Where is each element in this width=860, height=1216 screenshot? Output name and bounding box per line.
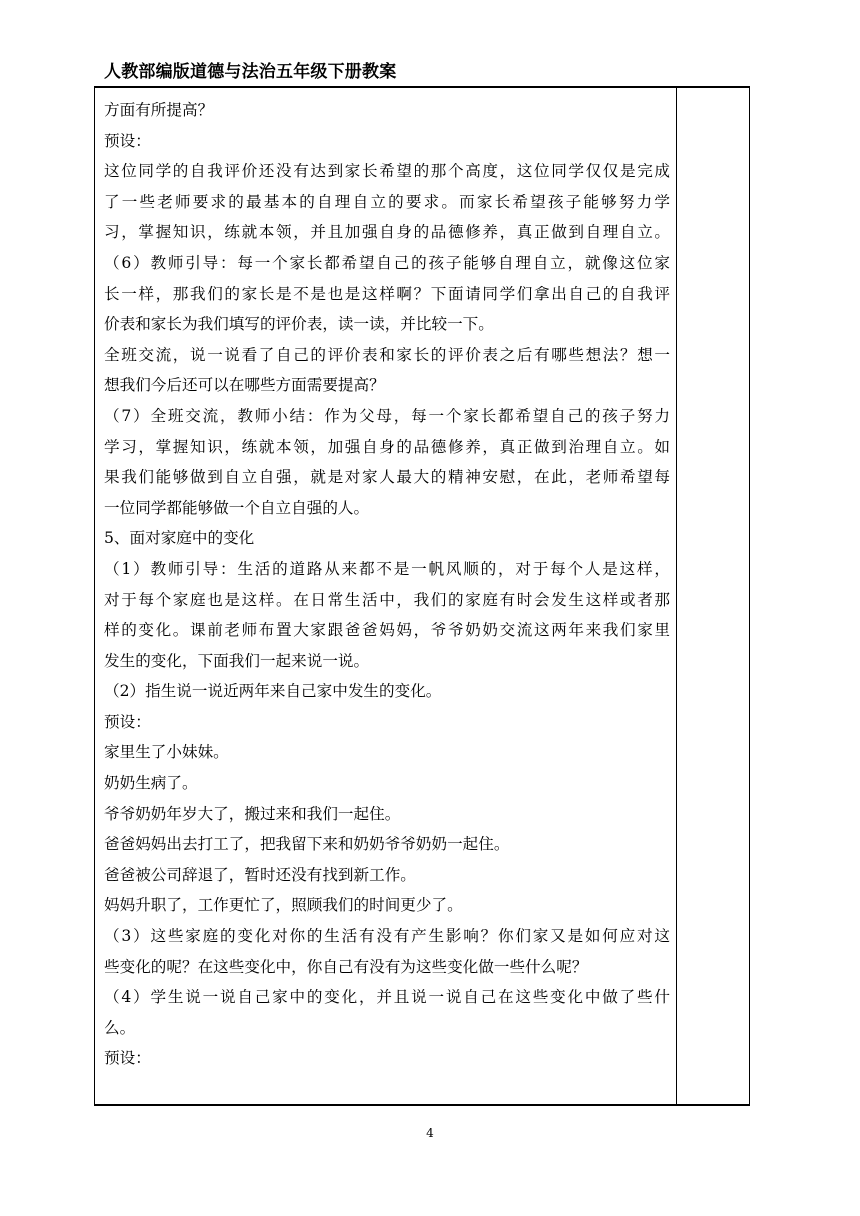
text-line: 发生的变化，下面我们一起来说一说。	[104, 651, 370, 670]
text-line: （7）全班交流，教师小结：作为父母，每一个家长都希望自己的孩子努力	[104, 406, 670, 425]
text-line: 样的变化。课前老师布置大家跟爸爸妈妈，爷爷奶奶交流这两年来我们家里	[104, 621, 670, 640]
text-line: 爸爸被公司辞退了，暂时还没有找到新工作。	[104, 865, 416, 884]
text-line: 么。	[104, 1018, 136, 1037]
text-line: 这位同学的自我评价还没有达到家长希望的那个高度，这位同学仅仅是完成	[104, 162, 670, 181]
text-line: （3）这些家庭的变化对你的生活有没有产生影响？你们家又是如何应对这	[104, 927, 670, 946]
text-line: 一位同学都能够做一个自立自强的人。	[104, 498, 370, 517]
text-line: 对于每个家庭也是这样。在日常生活中，我们的家庭有时会发生这样或者那	[104, 590, 670, 609]
text-line: 方面有所提高？	[104, 101, 214, 119]
text-line: （6）教师引导：每一个家长都希望自己的孩子能够自理自立，就像这位家	[104, 253, 670, 272]
text-line: 价表和家长为我们填写的评价表，读一读，并比较一下。	[104, 315, 494, 334]
text-line: 想我们今后还可以在哪些方面需要提高？	[104, 376, 385, 395]
table-column-divider	[676, 87, 677, 1105]
text-line: 家里生了小妹妹。	[104, 743, 229, 762]
text-line: 爷爷奶奶年岁大了，搬过来和我们一起住。	[104, 804, 401, 823]
text-line: 了一些老师要求的最基本的自理自立的要求。而家长希望孩子能够努力学	[104, 192, 670, 211]
text-line: 习，掌握知识，练就本领，并且加强自身的品德修养，真正做到自理自立。	[104, 223, 670, 242]
text-line: 预设：	[104, 712, 151, 731]
text-line: （4）学生说一说自己家中的变化，并且说一说自己在这些变化中做了些什	[104, 988, 670, 1007]
text-line: 预设：	[104, 1049, 151, 1068]
text-line: 预设：	[104, 131, 151, 150]
text-line: 些变化的呢？在这些变化中，你自己有没有为这些变化做一些什么呢？	[104, 957, 588, 976]
text-line: 全班交流，说一说看了自己的评价表和家长的评价表之后有哪些想法？想一	[104, 345, 670, 364]
text-line: 奶奶生病了。	[104, 774, 198, 793]
page-number: 4	[426, 1126, 434, 1140]
text-line: 长一样，那我们的家长是不是也是这样啊？下面请同学们拿出自己的自我评	[104, 284, 670, 303]
text-line: 果我们能够做到自立自强，就是对家人最大的精神安慰，在此，老师希望每	[104, 468, 670, 487]
section-heading: 5、面对家庭中的变化	[104, 529, 255, 548]
text-line: 妈妈升职了，工作更忙了，照顾我们的时间更少了。	[104, 896, 463, 915]
document-header-title: 人教部编版道德与法治五年级下册教案	[104, 62, 397, 82]
text-line: 学习，掌握知识，练就本领，加强自身的品德修养，真正做到治理自立。如	[104, 437, 670, 456]
lesson-content	[104, 95, 670, 1074]
text-line: （1）教师引导：生活的道路从来都不是一帆风顺的，对于每个人是这样，	[104, 559, 670, 578]
text-line: （2）指生说一说近两年来自己家中发生的变化。	[104, 682, 442, 701]
text-line: 爸爸妈妈出去打工了，把我留下来和奶奶爷爷奶奶一起住。	[104, 835, 510, 854]
